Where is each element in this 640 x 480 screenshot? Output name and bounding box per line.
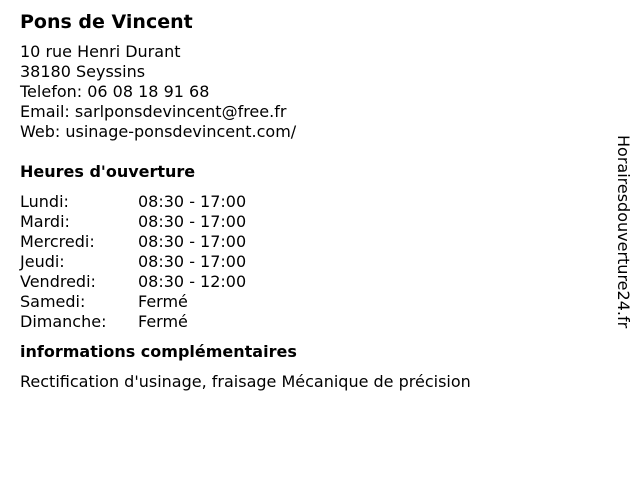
web-line: Web: usinage-ponsdevincent.com/: [20, 122, 297, 141]
hours-value: 08:30 - 17:00: [138, 252, 247, 271]
hours-value: Fermé: [138, 292, 188, 311]
additional-info-heading: informations complémentaires: [20, 342, 297, 361]
hours-row-wednesday: [20, 232, 600, 252]
hours-value: 08:30 - 17:00: [138, 232, 247, 251]
hours-row-sunday: [20, 312, 600, 332]
business-card: [20, 10, 600, 392]
day-label: Mardi:: [20, 212, 70, 231]
site-watermark: Horairesdouverture24.fr: [614, 135, 633, 329]
hours-row-friday: [20, 272, 600, 292]
business-name: Pons de Vincent: [20, 11, 193, 33]
opening-hours-heading: Heures d'ouverture: [20, 162, 196, 181]
additional-info-text: Rectification d'usinage, fraisage Mécanique de précision: [20, 372, 471, 391]
address-street: 10 rue Henri Durant: [20, 42, 181, 61]
hours-row-saturday: [20, 292, 600, 312]
address-city: 38180 Seyssins: [20, 62, 146, 81]
day-label: Mercredi:: [20, 232, 95, 251]
day-label: Lundi:: [20, 192, 69, 211]
phone-line: Telefon: 06 08 18 91 68: [20, 82, 210, 101]
hours-value: 08:30 - 17:00: [138, 212, 247, 231]
hours-value: Fermé: [138, 312, 188, 331]
hours-value: 08:30 - 12:00: [138, 272, 247, 291]
day-label: Samedi:: [20, 292, 86, 311]
hours-value: 08:30 - 17:00: [138, 192, 247, 211]
day-label: Jeudi:: [20, 252, 65, 271]
hours-row-tuesday: [20, 212, 600, 232]
hours-row-monday: [20, 192, 600, 212]
day-label: Dimanche:: [20, 312, 107, 331]
email-line: Email: sarlponsdevincent@free.fr: [20, 102, 287, 121]
opening-hours-table: [20, 192, 600, 332]
hours-row-thursday: [20, 252, 600, 272]
day-label: Vendredi:: [20, 272, 96, 291]
